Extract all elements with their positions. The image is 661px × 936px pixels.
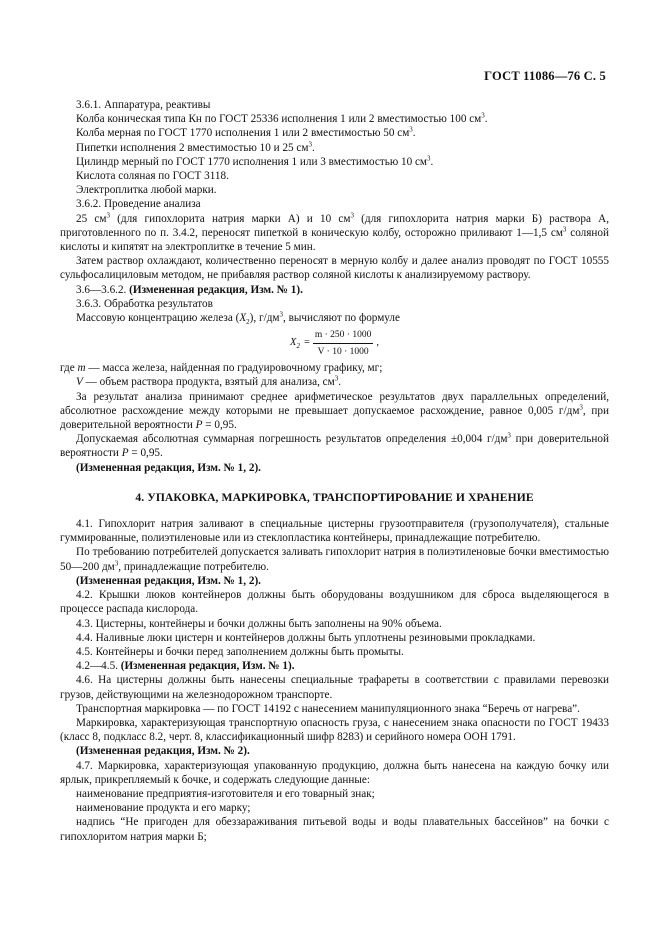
item-conical-flask: Колба коническая типа Кн по ГОСТ 25336 исполнения 1 или 2 вместимостью 100 $см^3$.: [76, 111, 488, 126]
list-item-inscription: надпись “Не пригоден для обеззараживания питьевой воды и воды плавательных бассейнов” на бочки с гипохлоритом натрия марки Б;: [60, 816, 609, 843]
where-v: V — объем раствора продукта, взятый для анализа, $см^3$.: [76, 374, 342, 389]
formula-tail: ,: [376, 337, 379, 349]
revision-note-12b: (Измененная редакция, Изм. № 1, 2).: [76, 574, 261, 587]
item-stove: Электроплитка любой марки.: [76, 184, 217, 197]
clause-4-1: 4.1. Гипохлорит натрия заливают в специальные цистерны грузоотправителя (грузополучателя), стальные гуммированные, полиэтиленовые или из стеклопластика контейнеры, принадлежащие потребителю.: [60, 518, 609, 545]
section-4-title: 4. УПАКОВКА, МАРКИРОВКА, ТРАНСПОРТИРОВАНИЕ И ХРАНЕНИЕ: [135, 490, 534, 504]
item-pipettes: Пипетки исполнения 2 вместимостью 10 и 25 $см^3$.: [76, 139, 315, 154]
clause-3-6-1: 3.6.1. Аппаратура, реактивы: [76, 99, 211, 111]
clause-4-6: 4.6. На цистерны должны быть нанесены специальные трафареты в соответствии с правилами перевозки грузов, действующими на железнодорожном транспорте.: [60, 674, 609, 701]
clause-3-6-3: 3.6.3. Обработка результатов: [76, 297, 213, 310]
mass-concentration-paragraph: Массовую концентрацию железа $(X_2)$, $г/дм^3$, вычисляют по формуле: [76, 310, 400, 327]
formula-fraction: [313, 328, 373, 359]
clause-4-4: 4.4. Наливные люки цистерн и контейнеров должны быть уплотнены резиновыми прокладками.: [76, 631, 536, 644]
error-paragraph: Допускаемая абсолютная суммарная погрешность результатов определения ±0,004 $г/дм^3$ при доверительной вероятности P = 0,95.: [60, 431, 609, 460]
formula-numerator: m · 250 · 1000: [313, 328, 373, 344]
item-measuring-flask: Колба мерная по ГОСТ 1770 исполнения 1 или 2 вместимостью 50 $см^3$.: [76, 125, 416, 140]
transport-marking-paragraph: Транспортная маркировка — по ГОСТ 14192 с нанесением манипуляционного знака “Беречь от нагрева”.: [76, 702, 580, 715]
formula-x2: [60, 328, 609, 358]
clause-4-3: 4.3. Цистерны, контейнеры и бочки должны быть заполнены на 90% объема.: [76, 617, 442, 630]
formula-denominator: V · 10 · 1000: [317, 346, 369, 357]
clause-3-6-2: 3.6.2. Проведение анализа: [76, 198, 201, 211]
item-cylinder: Цилиндр мерный по ГОСТ 1770 исполнения 1 или 3 вместимостью 10 $см^3$.: [76, 154, 434, 168]
formula-equals: =: [303, 337, 310, 349]
clause-4-7: 4.7. Маркировка, характеризующая упакованную продукцию, должна быть нанесена на каждую бочку или ярлык, прикрепляемый к бочке, и содержать следующие данные:: [60, 759, 609, 786]
revision-note-2: (Измененная редакция, Изм. № 2).: [76, 745, 250, 758]
clause-4-2: 4.2. Крышки люков контейнеров должны быть оборудованы воздушником для сброса выделяющегося в процессе распада кислорода.: [60, 589, 609, 616]
revision-note-42-45: 4.2—4.5. (Измененная редакция, Изм. № 1).: [76, 660, 295, 673]
hazard-marking-paragraph: Маркировка, характеризующая транспортную опасность груза, с нанесением знака опасности по ГОСТ 19433 (класс 8, подкласс 8.2, черт. 8, классификационный шифр 8283) и серийного номера ООН 1791.: [60, 716, 609, 744]
page-header: ГОСТ 11086—76 С. 5: [484, 69, 606, 83]
list-item-product: наименование продукта и его марку;: [76, 802, 251, 815]
clause-4-5: 4.5. Контейнеры и бочки перед заполнением должны быть промыты.: [76, 645, 404, 658]
procedure-paragraph: 25 $см^3$ (для гипохлорита натрия марки А) и 10 $см^3$ (для гипохлорита натрия марки Б) раствора А, приготовленного по п. 3.4.2, переносят пипеткой в коническую колбу, осторожно приливают 1—1,5 $см^3$ соляной кислоты и кипятят на электроплитке в течение 5 мин.: [60, 210, 610, 254]
document-body: [60, 98, 609, 844]
result-paragraph: За результат анализа принимают среднее арифметическое результатов двух параллельных определений, абсолютное расхождение между которыми не превышает допускаемое расхождение, равное 0,005 $г/дм^3$, при доверительной вероятности P = 0,95.: [60, 390, 609, 432]
where-m: где m — масса железа, найденная по градуировочному графику, мг;: [60, 362, 383, 375]
list-item-manufacturer: наименование предприятия-изготовителя и его товарный знак;: [76, 787, 375, 800]
revision-note-1: 3.6—3.6.2. (Измененная редакция, Изм. № 1).: [76, 283, 303, 296]
cooling-paragraph: Затем раствор охлаждают, количественно переносят в мерную колбу и далее анализ проводят по ГОСТ 10555 сульфосалициловым методом, не прибавляя раствор соляной кислоты к анализируемому раствору.: [60, 255, 609, 282]
revision-note-12: (Измененная редакция, Изм. № 1, 2).: [76, 461, 261, 474]
item-acid: Кислота соляная по ГОСТ 3118.: [76, 170, 229, 183]
formula-lhs: $X_2$: [290, 337, 300, 351]
consumer-request-paragraph: По требованию потребителей допускается заливать гипохлорит натрия в полиэтиленовые бочки вместимостью 50—200 $дм^3$, принадлежащие потребителю.: [60, 546, 609, 573]
